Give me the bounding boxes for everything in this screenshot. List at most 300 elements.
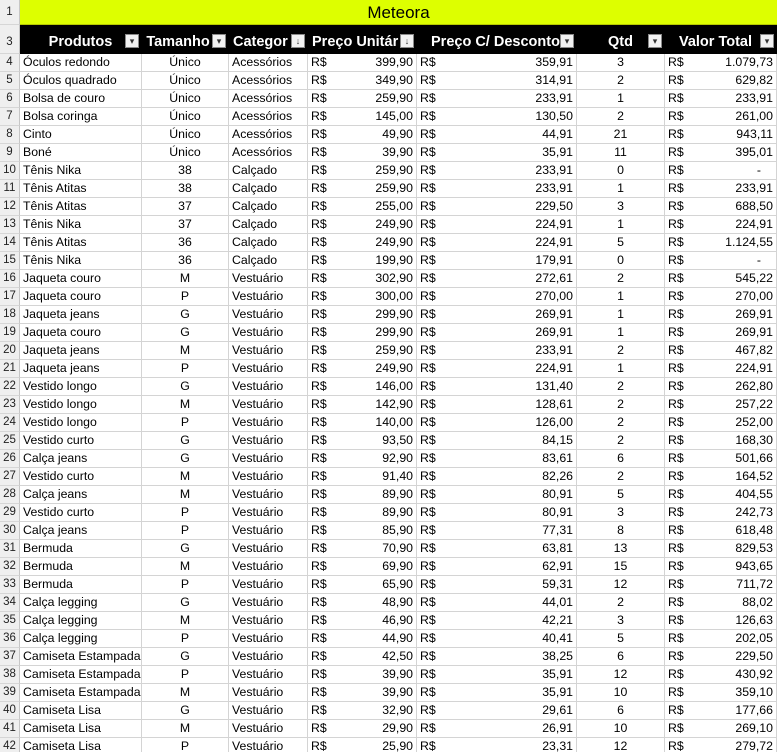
cell-qtd[interactable]: 3 <box>577 504 665 522</box>
cell-tamanho[interactable]: G <box>142 594 229 612</box>
cell-qtd[interactable]: 3 <box>577 198 665 216</box>
cell-preco-desconto[interactable] <box>417 270 577 288</box>
cell-tamanho[interactable]: P <box>142 288 229 306</box>
cell-valor-total[interactable] <box>665 486 777 504</box>
row-header[interactable]: 17 <box>0 288 20 306</box>
cell-valor-total[interactable] <box>665 522 777 540</box>
row-header[interactable]: 8 <box>0 126 20 144</box>
cell-produto[interactable]: Óculos quadrado <box>20 72 142 90</box>
cell-tamanho[interactable]: P <box>142 522 229 540</box>
cell-preco-unitario[interactable] <box>308 540 417 558</box>
cell-tamanho[interactable]: P <box>142 666 229 684</box>
cell-categoria[interactable]: Vestuário <box>229 576 308 594</box>
cell-categoria[interactable]: Calçado <box>229 252 308 270</box>
cell-valor-total[interactable] <box>665 378 777 396</box>
cell-qtd[interactable]: 6 <box>577 648 665 666</box>
cell-preco-unitario[interactable] <box>308 594 417 612</box>
row-header[interactable]: 13 <box>0 216 20 234</box>
cell-produto[interactable]: Tênis Atitas <box>20 198 142 216</box>
cell-produto[interactable]: Vestido longo <box>20 414 142 432</box>
row-header[interactable]: 14 <box>0 234 20 252</box>
cell-categoria[interactable]: Vestuário <box>229 414 308 432</box>
row-header[interactable]: 33 <box>0 576 20 594</box>
cell-preco-desconto[interactable] <box>417 180 577 198</box>
cell-qtd[interactable]: 1 <box>577 288 665 306</box>
row-header[interactable]: 41 <box>0 720 20 738</box>
cell-preco-unitario[interactable] <box>308 432 417 450</box>
cell-preco-desconto[interactable] <box>417 648 577 666</box>
cell-preco-desconto[interactable] <box>417 504 577 522</box>
cell-qtd[interactable]: 12 <box>577 576 665 594</box>
cell-preco-unitario[interactable] <box>308 198 417 216</box>
cell-preco-unitario[interactable] <box>308 648 417 666</box>
cell-qtd[interactable]: 2 <box>577 594 665 612</box>
header-preco-unitario[interactable] <box>308 25 417 54</box>
cell-tamanho[interactable]: Único <box>142 108 229 126</box>
cell-categoria[interactable]: Vestuário <box>229 270 308 288</box>
cell-preco-desconto[interactable] <box>417 720 577 738</box>
cell-tamanho[interactable]: G <box>142 540 229 558</box>
cell-preco-unitario[interactable] <box>308 702 417 720</box>
cell-tamanho[interactable]: G <box>142 648 229 666</box>
cell-tamanho[interactable]: G <box>142 324 229 342</box>
cell-tamanho[interactable]: M <box>142 270 229 288</box>
row-header[interactable]: 38 <box>0 666 20 684</box>
cell-tamanho[interactable]: 38 <box>142 162 229 180</box>
cell-valor-total[interactable] <box>665 216 777 234</box>
row-header[interactable]: 32 <box>0 558 20 576</box>
cell-valor-total[interactable] <box>665 324 777 342</box>
cell-tamanho[interactable]: Único <box>142 72 229 90</box>
cell-preco-unitario[interactable] <box>308 396 417 414</box>
cell-valor-total[interactable] <box>665 540 777 558</box>
cell-preco-desconto[interactable] <box>417 144 577 162</box>
filter-sort-icon[interactable]: ↓ <box>400 34 414 48</box>
cell-produto[interactable]: Vestido longo <box>20 396 142 414</box>
cell-tamanho[interactable]: M <box>142 396 229 414</box>
row-header[interactable]: 28 <box>0 486 20 504</box>
row-header[interactable]: 29 <box>0 504 20 522</box>
cell-preco-unitario[interactable] <box>308 612 417 630</box>
cell-preco-desconto[interactable] <box>417 198 577 216</box>
cell-valor-total[interactable] <box>665 252 777 270</box>
sheet-title[interactable]: Meteora <box>20 0 777 25</box>
cell-produto[interactable]: Bermuda <box>20 540 142 558</box>
cell-produto[interactable]: Calça jeans <box>20 486 142 504</box>
cell-categoria[interactable]: Vestuário <box>229 720 308 738</box>
cell-produto[interactable]: Bolsa de couro <box>20 90 142 108</box>
cell-tamanho[interactable]: P <box>142 738 229 752</box>
cell-tamanho[interactable]: M <box>142 612 229 630</box>
cell-valor-total[interactable] <box>665 54 777 72</box>
cell-qtd[interactable]: 1 <box>577 216 665 234</box>
cell-tamanho[interactable]: 37 <box>142 198 229 216</box>
cell-preco-desconto[interactable] <box>417 216 577 234</box>
cell-preco-unitario[interactable] <box>308 270 417 288</box>
row-header[interactable]: 4 <box>0 54 20 72</box>
cell-produto[interactable]: Calça jeans <box>20 450 142 468</box>
cell-qtd[interactable]: 21 <box>577 126 665 144</box>
row-header[interactable]: 6 <box>0 90 20 108</box>
cell-categoria[interactable]: Acessórios <box>229 54 308 72</box>
cell-categoria[interactable]: Vestuário <box>229 738 308 752</box>
cell-preco-desconto[interactable] <box>417 450 577 468</box>
cell-preco-unitario[interactable] <box>308 738 417 752</box>
cell-produto[interactable]: Vestido longo <box>20 378 142 396</box>
cell-preco-unitario[interactable] <box>308 468 417 486</box>
cell-tamanho[interactable]: 36 <box>142 252 229 270</box>
cell-tamanho[interactable]: M <box>142 468 229 486</box>
cell-qtd[interactable]: 2 <box>577 270 665 288</box>
cell-categoria[interactable]: Vestuário <box>229 612 308 630</box>
cell-preco-unitario[interactable] <box>308 378 417 396</box>
cell-produto[interactable]: Jaqueta couro <box>20 324 142 342</box>
cell-preco-desconto[interactable] <box>417 288 577 306</box>
cell-tamanho[interactable]: Único <box>142 90 229 108</box>
row-header[interactable]: 37 <box>0 648 20 666</box>
cell-produto[interactable]: Camiseta Estampada <box>20 684 142 702</box>
cell-preco-desconto[interactable] <box>417 702 577 720</box>
cell-produto[interactable]: Tênis Atitas <box>20 180 142 198</box>
cell-valor-total[interactable] <box>665 630 777 648</box>
cell-categoria[interactable]: Vestuário <box>229 630 308 648</box>
cell-qtd[interactable]: 1 <box>577 180 665 198</box>
filter-dropdown-icon[interactable]: ▾ <box>560 34 574 48</box>
cell-valor-total[interactable] <box>665 450 777 468</box>
cell-produto[interactable]: Óculos redondo <box>20 54 142 72</box>
cell-categoria[interactable]: Calçado <box>229 234 308 252</box>
row-header[interactable]: 30 <box>0 522 20 540</box>
cell-qtd[interactable]: 2 <box>577 414 665 432</box>
cell-categoria[interactable]: Vestuário <box>229 684 308 702</box>
cell-qtd[interactable]: 2 <box>577 468 665 486</box>
cell-preco-desconto[interactable] <box>417 54 577 72</box>
filter-dropdown-icon[interactable]: ▾ <box>760 34 774 48</box>
cell-produto[interactable]: Cinto <box>20 126 142 144</box>
cell-categoria[interactable]: Vestuário <box>229 648 308 666</box>
row-header[interactable]: 35 <box>0 612 20 630</box>
row-header[interactable]: 25 <box>0 432 20 450</box>
cell-valor-total[interactable] <box>665 702 777 720</box>
row-header[interactable]: 3 <box>0 25 20 54</box>
cell-qtd[interactable]: 0 <box>577 252 665 270</box>
cell-preco-desconto[interactable] <box>417 162 577 180</box>
cell-qtd[interactable]: 3 <box>577 54 665 72</box>
header-valor-total[interactable] <box>665 25 777 54</box>
cell-categoria[interactable]: Vestuário <box>229 522 308 540</box>
cell-preco-desconto[interactable] <box>417 234 577 252</box>
cell-qtd[interactable]: 12 <box>577 666 665 684</box>
row-header[interactable]: 5 <box>0 72 20 90</box>
cell-preco-unitario[interactable] <box>308 216 417 234</box>
cell-preco-desconto[interactable] <box>417 576 577 594</box>
cell-valor-total[interactable] <box>665 162 777 180</box>
cell-preco-unitario[interactable] <box>308 288 417 306</box>
row-header[interactable]: 27 <box>0 468 20 486</box>
row-header[interactable]: 21 <box>0 360 20 378</box>
cell-produto[interactable]: Jaqueta jeans <box>20 342 142 360</box>
header-tamanho[interactable] <box>142 25 229 54</box>
cell-categoria[interactable]: Acessórios <box>229 72 308 90</box>
cell-preco-unitario[interactable] <box>308 504 417 522</box>
cell-categoria[interactable]: Acessórios <box>229 144 308 162</box>
cell-produto[interactable]: Tênis Atitas <box>20 234 142 252</box>
cell-preco-unitario[interactable] <box>308 90 417 108</box>
cell-categoria[interactable]: Vestuário <box>229 558 308 576</box>
cell-produto[interactable]: Vestido curto <box>20 432 142 450</box>
cell-preco-unitario[interactable] <box>308 558 417 576</box>
cell-tamanho[interactable]: P <box>142 576 229 594</box>
cell-valor-total[interactable] <box>665 414 777 432</box>
cell-categoria[interactable]: Vestuário <box>229 540 308 558</box>
cell-produto[interactable]: Camiseta Lisa <box>20 738 142 752</box>
cell-preco-desconto[interactable] <box>417 342 577 360</box>
cell-produto[interactable]: Calça legging <box>20 630 142 648</box>
cell-produto[interactable]: Camiseta Lisa <box>20 702 142 720</box>
cell-valor-total[interactable] <box>665 126 777 144</box>
cell-tamanho[interactable]: M <box>142 720 229 738</box>
cell-preco-desconto[interactable] <box>417 432 577 450</box>
cell-valor-total[interactable] <box>665 558 777 576</box>
cell-tamanho[interactable]: P <box>142 360 229 378</box>
cell-preco-desconto[interactable] <box>417 594 577 612</box>
cell-preco-unitario[interactable] <box>308 360 417 378</box>
row-header[interactable]: 16 <box>0 270 20 288</box>
cell-preco-unitario[interactable] <box>308 630 417 648</box>
cell-categoria[interactable]: Calçado <box>229 180 308 198</box>
cell-categoria[interactable]: Acessórios <box>229 126 308 144</box>
cell-produto[interactable]: Jaqueta couro <box>20 270 142 288</box>
cell-produto[interactable]: Bolsa coringa <box>20 108 142 126</box>
cell-preco-unitario[interactable] <box>308 108 417 126</box>
cell-qtd[interactable]: 13 <box>577 540 665 558</box>
cell-qtd[interactable]: 6 <box>577 702 665 720</box>
row-header[interactable]: 18 <box>0 306 20 324</box>
cell-categoria[interactable]: Vestuário <box>229 432 308 450</box>
cell-tamanho[interactable]: 37 <box>142 216 229 234</box>
cell-valor-total[interactable] <box>665 396 777 414</box>
row-header[interactable]: 12 <box>0 198 20 216</box>
row-header[interactable]: 23 <box>0 396 20 414</box>
cell-tamanho[interactable]: G <box>142 432 229 450</box>
cell-qtd[interactable]: 1 <box>577 324 665 342</box>
cell-qtd[interactable]: 2 <box>577 396 665 414</box>
cell-valor-total[interactable] <box>665 108 777 126</box>
cell-preco-unitario[interactable] <box>308 234 417 252</box>
cell-produto[interactable]: Camiseta Lisa <box>20 720 142 738</box>
cell-produto[interactable]: Camiseta Estampada <box>20 648 142 666</box>
cell-qtd[interactable]: 1 <box>577 90 665 108</box>
row-header[interactable]: 26 <box>0 450 20 468</box>
cell-tamanho[interactable]: G <box>142 702 229 720</box>
cell-preco-desconto[interactable] <box>417 630 577 648</box>
cell-valor-total[interactable] <box>665 288 777 306</box>
cell-valor-total[interactable] <box>665 180 777 198</box>
cell-preco-desconto[interactable] <box>417 126 577 144</box>
cell-tamanho[interactable]: 38 <box>142 180 229 198</box>
cell-preco-desconto[interactable] <box>417 90 577 108</box>
cell-qtd[interactable]: 5 <box>577 486 665 504</box>
cell-preco-unitario[interactable] <box>308 486 417 504</box>
cell-tamanho[interactable]: P <box>142 630 229 648</box>
row-header[interactable]: 22 <box>0 378 20 396</box>
cell-tamanho[interactable]: G <box>142 450 229 468</box>
filter-dropdown-icon[interactable]: ▾ <box>125 34 139 48</box>
cell-preco-desconto[interactable] <box>417 468 577 486</box>
filter-dropdown-icon[interactable]: ▾ <box>212 34 226 48</box>
cell-produto[interactable]: Vestido curto <box>20 504 142 522</box>
cell-produto[interactable]: Calça legging <box>20 594 142 612</box>
cell-tamanho[interactable]: 36 <box>142 234 229 252</box>
row-header[interactable]: 34 <box>0 594 20 612</box>
row-header[interactable]: 36 <box>0 630 20 648</box>
cell-qtd[interactable]: 5 <box>577 234 665 252</box>
cell-preco-unitario[interactable] <box>308 180 417 198</box>
row-header[interactable]: 15 <box>0 252 20 270</box>
header-preco-desconto[interactable] <box>417 25 577 54</box>
cell-qtd[interactable]: 2 <box>577 108 665 126</box>
cell-valor-total[interactable] <box>665 360 777 378</box>
cell-preco-unitario[interactable] <box>308 162 417 180</box>
cell-produto[interactable]: Jaqueta jeans <box>20 306 142 324</box>
cell-valor-total[interactable] <box>665 738 777 752</box>
cell-valor-total[interactable] <box>665 594 777 612</box>
cell-qtd[interactable]: 2 <box>577 342 665 360</box>
cell-produto[interactable]: Tênis Nika <box>20 216 142 234</box>
cell-qtd[interactable]: 15 <box>577 558 665 576</box>
row-header[interactable]: 39 <box>0 684 20 702</box>
cell-preco-unitario[interactable] <box>308 126 417 144</box>
cell-produto[interactable]: Tênis Nika <box>20 162 142 180</box>
cell-valor-total[interactable] <box>665 234 777 252</box>
cell-preco-unitario[interactable] <box>308 666 417 684</box>
cell-valor-total[interactable] <box>665 144 777 162</box>
cell-categoria[interactable]: Vestuário <box>229 594 308 612</box>
cell-preco-desconto[interactable] <box>417 72 577 90</box>
cell-preco-unitario[interactable] <box>308 720 417 738</box>
cell-categoria[interactable]: Vestuário <box>229 324 308 342</box>
cell-qtd[interactable]: 10 <box>577 684 665 702</box>
cell-tamanho[interactable]: M <box>142 486 229 504</box>
row-header[interactable]: 11 <box>0 180 20 198</box>
cell-preco-unitario[interactable] <box>308 72 417 90</box>
cell-preco-desconto[interactable] <box>417 540 577 558</box>
header-produtos[interactable] <box>20 25 142 54</box>
cell-qtd[interactable]: 1 <box>577 306 665 324</box>
cell-categoria[interactable]: Vestuário <box>229 342 308 360</box>
cell-qtd[interactable]: 12 <box>577 738 665 752</box>
row-header[interactable]: 31 <box>0 540 20 558</box>
cell-qtd[interactable]: 1 <box>577 360 665 378</box>
cell-categoria[interactable]: Acessórios <box>229 90 308 108</box>
cell-valor-total[interactable] <box>665 90 777 108</box>
cell-valor-total[interactable] <box>665 270 777 288</box>
cell-tamanho[interactable]: G <box>142 306 229 324</box>
cell-valor-total[interactable] <box>665 342 777 360</box>
cell-produto[interactable]: Vestido curto <box>20 468 142 486</box>
cell-categoria[interactable]: Calçado <box>229 162 308 180</box>
cell-categoria[interactable]: Calçado <box>229 198 308 216</box>
cell-qtd[interactable]: 6 <box>577 450 665 468</box>
header-categoria[interactable] <box>229 25 308 54</box>
header-qtd[interactable] <box>577 25 665 54</box>
cell-preco-unitario[interactable] <box>308 522 417 540</box>
cell-qtd[interactable]: 2 <box>577 432 665 450</box>
cell-produto[interactable]: Tênis Nika <box>20 252 142 270</box>
cell-tamanho[interactable]: M <box>142 684 229 702</box>
cell-categoria[interactable]: Vestuário <box>229 360 308 378</box>
cell-preco-desconto[interactable] <box>417 360 577 378</box>
cell-preco-unitario[interactable] <box>308 252 417 270</box>
cell-qtd[interactable]: 10 <box>577 720 665 738</box>
cell-categoria[interactable]: Vestuário <box>229 504 308 522</box>
cell-tamanho[interactable]: P <box>142 414 229 432</box>
cell-categoria[interactable]: Calçado <box>229 216 308 234</box>
row-header[interactable]: 42 <box>0 738 20 752</box>
cell-categoria[interactable]: Vestuário <box>229 468 308 486</box>
cell-valor-total[interactable] <box>665 576 777 594</box>
cell-categoria[interactable]: Vestuário <box>229 702 308 720</box>
cell-preco-desconto[interactable] <box>417 396 577 414</box>
cell-produto[interactable]: Camiseta Estampada <box>20 666 142 684</box>
cell-preco-unitario[interactable] <box>308 144 417 162</box>
filter-dropdown-icon[interactable]: ▾ <box>648 34 662 48</box>
cell-valor-total[interactable] <box>665 684 777 702</box>
cell-categoria[interactable]: Acessórios <box>229 108 308 126</box>
cell-valor-total[interactable] <box>665 504 777 522</box>
cell-preco-desconto[interactable] <box>417 108 577 126</box>
cell-produto[interactable]: Jaqueta couro <box>20 288 142 306</box>
cell-categoria[interactable]: Vestuário <box>229 666 308 684</box>
cell-valor-total[interactable] <box>665 198 777 216</box>
cell-tamanho[interactable]: Único <box>142 54 229 72</box>
cell-preco-desconto[interactable] <box>417 324 577 342</box>
cell-qtd[interactable]: 2 <box>577 378 665 396</box>
cell-categoria[interactable]: Vestuário <box>229 486 308 504</box>
cell-preco-desconto[interactable] <box>417 738 577 752</box>
cell-preco-unitario[interactable] <box>308 54 417 72</box>
cell-tamanho[interactable]: M <box>142 558 229 576</box>
cell-categoria[interactable]: Vestuário <box>229 378 308 396</box>
cell-preco-unitario[interactable] <box>308 414 417 432</box>
cell-tamanho[interactable]: Único <box>142 144 229 162</box>
cell-qtd[interactable]: 5 <box>577 630 665 648</box>
row-header[interactable]: 40 <box>0 702 20 720</box>
cell-valor-total[interactable] <box>665 306 777 324</box>
cell-valor-total[interactable] <box>665 720 777 738</box>
cell-preco-unitario[interactable] <box>308 324 417 342</box>
cell-categoria[interactable]: Vestuário <box>229 396 308 414</box>
cell-preco-unitario[interactable] <box>308 450 417 468</box>
cell-qtd[interactable]: 8 <box>577 522 665 540</box>
cell-qtd[interactable]: 11 <box>577 144 665 162</box>
cell-preco-desconto[interactable] <box>417 486 577 504</box>
cell-preco-unitario[interactable] <box>308 306 417 324</box>
cell-produto[interactable]: Jaqueta jeans <box>20 360 142 378</box>
cell-tamanho[interactable]: G <box>142 378 229 396</box>
cell-valor-total[interactable] <box>665 648 777 666</box>
cell-qtd[interactable]: 2 <box>577 72 665 90</box>
row-header[interactable]: 19 <box>0 324 20 342</box>
cell-preco-desconto[interactable] <box>417 666 577 684</box>
row-header[interactable]: 10 <box>0 162 20 180</box>
row-header[interactable]: 7 <box>0 108 20 126</box>
cell-preco-unitario[interactable] <box>308 684 417 702</box>
cell-produto[interactable]: Calça jeans <box>20 522 142 540</box>
filter-sort-icon[interactable]: ↓ <box>291 34 305 48</box>
cell-produto[interactable]: Calça legging <box>20 612 142 630</box>
cell-preco-desconto[interactable] <box>417 612 577 630</box>
